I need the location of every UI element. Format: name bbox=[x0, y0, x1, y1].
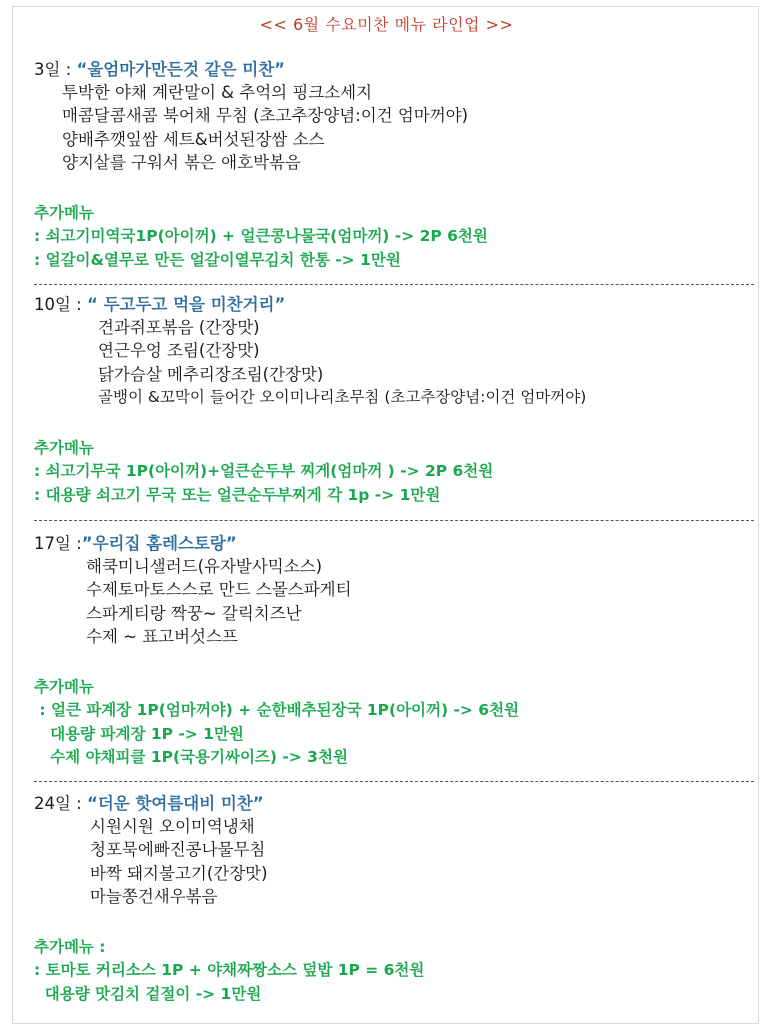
menu-item: 시원시원 오이미역냉채 bbox=[90, 817, 255, 836]
menu-item: 양배추깻잎쌈 세트&버섯된장쌈 소스 bbox=[62, 129, 325, 149]
extra-menu-item: : 쇠고기무국 1P(아이꺼)+얼큰순두부 찌게(엄마꺼 ) -> 2P 6천원 bbox=[34, 462, 494, 481]
menu-item: 수제 ~ 표고버섯스프 bbox=[86, 627, 238, 647]
week-date: 10일 : bbox=[34, 295, 87, 314]
week-date: 24일 : bbox=[34, 794, 87, 813]
week-date: 17일 : bbox=[34, 534, 82, 553]
week-section-10 bbox=[34, 293, 754, 507]
menu-item: 닭가슴살 메추리장조림(간장맛) bbox=[98, 364, 324, 384]
week-theme: “더운 핫여름대비 미찬” bbox=[86, 794, 264, 813]
menu-item: 매콤달콤새콤 북어채 무침 (초고추장양념:이건 엄마꺼야) bbox=[62, 106, 469, 126]
page-title: << 6월 수요미찬 메뉴 라인업 >> bbox=[259, 15, 514, 34]
extra-menu-title: 추가메뉴 bbox=[34, 203, 94, 222]
week-heading bbox=[34, 792, 754, 815]
extra-menu-item: : 얼큰 파계장 1P(엄마꺼야) + 순한배추된장국 1P(아이꺼) -> 6천원 bbox=[34, 701, 520, 720]
menu-item: 골뱅이 &꼬막이 들어간 오이미나리초무침 (초고추장양념:이건 엄마꺼야) bbox=[98, 388, 587, 407]
menu-item: 스파게티랑 짝꿍~ 갈릭치즈난 bbox=[86, 603, 302, 623]
extra-menu-item: 수제 야채피클 1P(국용기싸이즈) -> 3천원 bbox=[34, 748, 348, 767]
extra-menu-item: : 토마토 커리소스 1P + 야채짜짱소스 덮밥 1P = 6천원 bbox=[34, 961, 425, 980]
menu-item: 바짝 돼지불고기(간장맛) bbox=[90, 863, 268, 883]
extra-menu-title: 추가메뉴 bbox=[34, 677, 94, 696]
week-heading bbox=[34, 532, 754, 555]
week-heading bbox=[34, 293, 754, 316]
week-date: 3일 : bbox=[34, 60, 77, 79]
extra-menu-item: : 얼갈이&열무로 만든 얼갈이열무김치 한통 -> 1만원 bbox=[34, 250, 401, 269]
section-divider bbox=[34, 781, 754, 782]
extra-menu-title: 추가메뉴 : bbox=[34, 937, 106, 956]
menu-item: 수제토마토스스로 만드 스몰스파게티 bbox=[86, 580, 352, 600]
week-heading bbox=[34, 58, 754, 81]
week-theme: “ 두고두고 먹을 미찬거리” bbox=[86, 295, 286, 314]
menu-item: 마늘쫑건새우볶음 bbox=[90, 887, 218, 907]
extra-menu-item: : 대용량 쇠고기 무국 또는 얼큰순두부찌게 각 1p -> 1만원 bbox=[34, 485, 441, 504]
week-section-17 bbox=[34, 532, 754, 770]
section-divider bbox=[34, 520, 754, 521]
extra-menu-item: 대용량 파계장 1P -> 1만원 bbox=[34, 724, 244, 743]
menu-item: 해쿡미니샐러드(유자발사믹소스) bbox=[86, 557, 323, 576]
week-section-24 bbox=[34, 792, 754, 1006]
extra-menu-title: 추가메뉴 bbox=[34, 438, 94, 457]
menu-item: 청포묵에빠진콩나물무침 bbox=[90, 840, 266, 860]
menu-item: 양지살를 구워서 볶은 애호박볶음 bbox=[62, 153, 301, 173]
extra-menu-item: : 쇠고기미역국1P(아이꺼) + 얼큰콩나물국(엄마꺼) -> 2P 6천원 bbox=[34, 227, 488, 246]
menu-item: 견과쥐포볶음 (간장맛) bbox=[98, 318, 260, 337]
extra-menu-item: 대용량 맛김치 겉절이 -> 1만원 bbox=[34, 984, 262, 1003]
menu-item: 연근우엉 조림(간장맛) bbox=[98, 341, 260, 361]
week-theme: ”우리집 홈레스토랑” bbox=[81, 534, 237, 553]
section-divider bbox=[34, 284, 754, 285]
week-section-3 bbox=[34, 58, 754, 272]
menu-item: 투박한 야채 계란말이 & 추억의 핑크소세지 bbox=[62, 83, 373, 102]
week-theme: “울엄마가만든것 같은 미찬” bbox=[76, 60, 286, 79]
